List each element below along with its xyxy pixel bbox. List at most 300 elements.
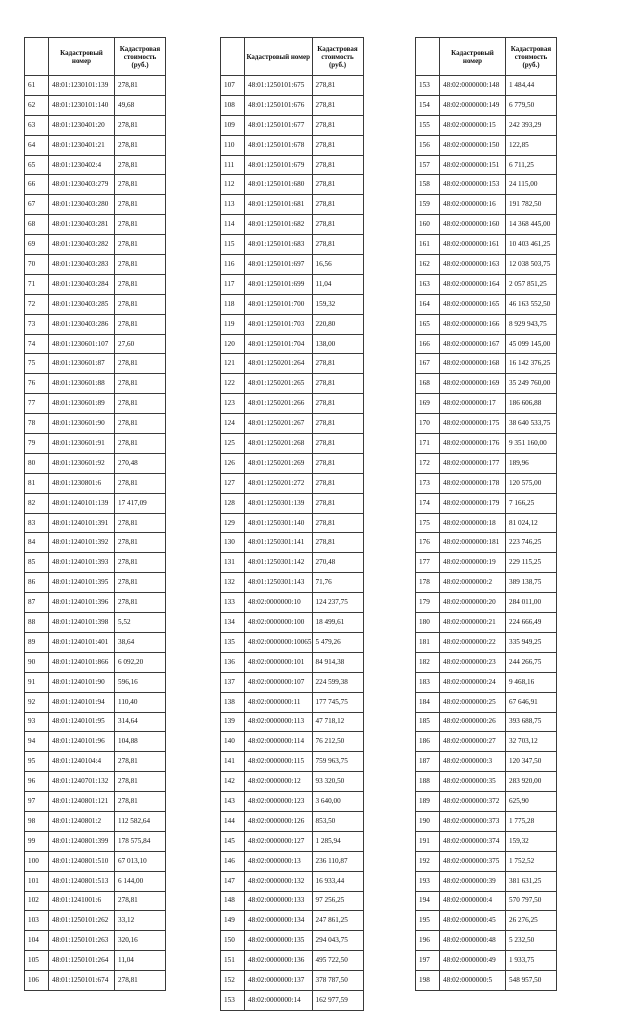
cadastral-value-cell: 270,48 (115, 453, 166, 473)
table-row (25, 911, 166, 931)
table-row (221, 931, 364, 951)
table-row (221, 155, 364, 175)
row-number-cell: 147 (221, 871, 245, 891)
cadastral-value-cell: 6 779,50 (506, 95, 557, 115)
cadastral-value-cell: 278,81 (115, 891, 166, 911)
cadastral-number-cell: 48:01:1230403:285 (49, 294, 115, 314)
row-number-cell: 109 (221, 115, 245, 135)
table-row (221, 453, 364, 473)
cadastral-value-cell: 3 640,00 (312, 792, 363, 812)
cadastral-value-cell: 278,81 (115, 513, 166, 533)
table-row (416, 513, 557, 533)
table-row (416, 195, 557, 215)
cadastral-value-cell: 278,81 (115, 235, 166, 255)
table-row (221, 374, 364, 394)
table-row (416, 473, 557, 493)
cadastral-number-cell: 48:01:1240801:510 (49, 851, 115, 871)
cadastral-value-cell: 548 957,50 (506, 971, 557, 991)
row-number-cell: 117 (221, 274, 245, 294)
table-row (416, 931, 557, 951)
row-number-cell: 90 (25, 652, 49, 672)
table-row (25, 732, 166, 752)
cadastral-number-cell: 48:01:1250101:263 (49, 931, 115, 951)
table-row (25, 354, 166, 374)
table-row (416, 752, 557, 772)
row-number-cell: 70 (25, 255, 49, 275)
cadastral-number-cell: 48:02:0000000:45 (440, 911, 506, 931)
cadastral-number-cell: 48:01:1240101:95 (49, 712, 115, 732)
row-number-cell: 105 (25, 951, 49, 971)
cadastral-number-cell: 48:02:0000000:114 (245, 732, 313, 752)
row-number-cell: 103 (25, 911, 49, 931)
table-row (25, 155, 166, 175)
cadastral-number-cell: 48:01:1240101:391 (49, 513, 115, 533)
cadastral-value-cell: 159,32 (506, 831, 557, 851)
table-row (221, 414, 364, 434)
cadastral-number-cell: 48:02:0000000:160 (440, 215, 506, 235)
cadastral-value-cell: 393 688,75 (506, 712, 557, 732)
row-number-cell: 140 (221, 732, 245, 752)
row-number-cell: 75 (25, 354, 49, 374)
table-row (221, 513, 364, 533)
cadastral-value-cell: 159,32 (312, 294, 363, 314)
cadastral-number-cell: 48:02:0000000:27 (440, 732, 506, 752)
row-number-cell: 137 (221, 672, 245, 692)
table-row (416, 135, 557, 155)
cadastral-value-cell: 314,64 (115, 712, 166, 732)
cadastral-value-cell: 2 057 851,25 (506, 274, 557, 294)
cadastral-value-cell: 220,80 (312, 314, 363, 334)
cadastral-number-cell: 48:02:0000000:115 (245, 752, 313, 772)
cadastral-value-cell: 138,00 (312, 334, 363, 354)
row-number-cell: 81 (25, 473, 49, 493)
row-number-cell: 96 (25, 772, 49, 792)
table-row (25, 593, 166, 613)
cadastral-value-cell: 49,68 (115, 95, 166, 115)
row-number-cell: 87 (25, 593, 49, 613)
table-row (416, 811, 557, 831)
row-number-cell: 149 (221, 911, 245, 931)
cadastral-value-cell: 1 484,44 (506, 76, 557, 96)
cadastral-number-cell: 48:02:0000000:166 (440, 314, 506, 334)
cadastral-value-cell: 186 606,88 (506, 394, 557, 414)
table-row (221, 215, 364, 235)
row-number-cell: 65 (25, 155, 49, 175)
table-row (416, 394, 557, 414)
table-row (221, 533, 364, 553)
cadastral-number-cell: 48:01:1230601:89 (49, 394, 115, 414)
row-number-cell: 142 (221, 772, 245, 792)
row-number-cell: 165 (416, 314, 440, 334)
cadastral-number-cell: 48:02:0000000:181 (440, 533, 506, 553)
row-number-cell: 119 (221, 314, 245, 334)
row-number-cell: 78 (25, 414, 49, 434)
table-row (221, 334, 364, 354)
table-row (416, 732, 557, 752)
row-number-cell: 138 (221, 692, 245, 712)
table-row (221, 672, 364, 692)
cadastral-value-cell: 270,48 (312, 553, 363, 573)
cadastral-value-cell: 33,12 (115, 911, 166, 931)
cadastral-number-cell: 48:02:0000000:20 (440, 593, 506, 613)
cadastral-value-cell: 6 092,20 (115, 652, 166, 672)
cadastral-value-cell: 278,81 (115, 76, 166, 96)
cadastral-value-cell: 229 115,25 (506, 553, 557, 573)
cadastral-number-cell: 48:01:1250101:675 (245, 76, 313, 96)
table-row (25, 573, 166, 593)
cadastral-number-cell: 48:02:0000000:16 (440, 195, 506, 215)
cadastral-value-cell: 278,81 (115, 593, 166, 613)
cadastral-number-cell: 48:01:1240101:866 (49, 652, 115, 672)
cadastral-number-cell: 48:02:0000000:5 (440, 971, 506, 991)
table-row (221, 792, 364, 812)
cadastral-number-cell: 48:02:0000000:137 (245, 971, 313, 991)
table-header-row (221, 38, 364, 76)
row-number-cell: 197 (416, 951, 440, 971)
cadastral-value-cell: 16 933,44 (312, 871, 363, 891)
table-row (416, 772, 557, 792)
cadastral-number-cell: 48:02:0000000:132 (245, 871, 313, 891)
row-number-cell: 156 (416, 135, 440, 155)
row-number-cell: 177 (416, 553, 440, 573)
cadastral-number-cell: 48:02:0000000:375 (440, 851, 506, 871)
cadastral-number-cell: 48:02:0000000:150 (440, 135, 506, 155)
cadastral-value-cell: 278,81 (115, 792, 166, 812)
row-number-cell: 125 (221, 434, 245, 454)
row-number-cell: 106 (25, 971, 49, 991)
cadastral-number-cell: 48:01:1240101:392 (49, 533, 115, 553)
row-number-cell: 108 (221, 95, 245, 115)
cadastral-number-cell: 48:01:1241001:6 (49, 891, 115, 911)
row-number-cell: 151 (221, 951, 245, 971)
table-row (416, 115, 557, 135)
table-row (416, 314, 557, 334)
cadastral-number-cell: 48:02:0000000:13 (245, 851, 313, 871)
cadastral-number-cell: 48:02:0000000:4 (440, 891, 506, 911)
row-number-cell: 116 (221, 255, 245, 275)
cadastral-value-cell: 278,81 (312, 473, 363, 493)
row-number-cell: 92 (25, 692, 49, 712)
cadastral-number-cell: 48:02:0000000:149 (440, 95, 506, 115)
cadastral-number-cell: 48:02:0000000:135 (245, 931, 313, 951)
table-row (416, 533, 557, 553)
table-row (416, 553, 557, 573)
row-number-cell: 68 (25, 215, 49, 235)
cadastral-value-cell: 104,88 (115, 732, 166, 752)
cadastral-value-cell: 38 640 533,75 (506, 414, 557, 434)
cadastral-number-cell: 48:02:0000000:168 (440, 354, 506, 374)
cadastral-value-cell: 8 929 943,75 (506, 314, 557, 334)
row-number-cell: 83 (25, 513, 49, 533)
row-number-cell: 61 (25, 76, 49, 96)
cadastral-number-cell: 48:01:1230401:21 (49, 135, 115, 155)
cadastral-number-cell: 48:02:0000000:49 (440, 951, 506, 971)
cadastral-number-cell: 48:02:0000000:133 (245, 891, 313, 911)
cadastral-value-cell: 47 718,12 (312, 712, 363, 732)
table-row (416, 255, 557, 275)
cadastral-number-cell: 48:02:0000000:136 (245, 951, 313, 971)
table-row (416, 155, 557, 175)
cadastral-number-cell: 48:01:1240701:132 (49, 772, 115, 792)
table-row (221, 593, 364, 613)
cadastral-number-cell: 48:02:0000000:3 (440, 752, 506, 772)
cadastral-number-cell: 48:02:0000000:167 (440, 334, 506, 354)
table-row (25, 513, 166, 533)
table-row (416, 652, 557, 672)
row-number-cell: 111 (221, 155, 245, 175)
cadastral-number-cell: 48:02:0000000:26 (440, 712, 506, 732)
cadastral-number-cell: 48:01:1250201:265 (245, 374, 313, 394)
row-number-cell: 144 (221, 811, 245, 831)
table-row (25, 215, 166, 235)
row-number-cell: 145 (221, 831, 245, 851)
cadastral-value-cell: 278,81 (312, 354, 363, 374)
row-number-cell: 110 (221, 135, 245, 155)
header-number (416, 38, 440, 76)
cadastral-number-cell: 48:01:1230403:286 (49, 314, 115, 334)
cadastral-value-cell: 97 256,25 (312, 891, 363, 911)
cadastral-number-cell: 48:02:0000000:10065 (245, 632, 313, 652)
row-number-cell: 122 (221, 374, 245, 394)
cadastral-value-cell: 71,76 (312, 573, 363, 593)
cadastral-value-cell: 16 142 376,25 (506, 354, 557, 374)
cadastral-number-cell: 48:02:0000000:127 (245, 831, 313, 851)
cadastral-value-cell: 5,52 (115, 613, 166, 633)
cadastral-number-cell: 48:01:1240101:94 (49, 692, 115, 712)
cadastral-number-cell: 48:01:1250101:683 (245, 235, 313, 255)
row-number-cell: 195 (416, 911, 440, 931)
row-number-cell: 148 (221, 891, 245, 911)
cadastral-value-cell: 6 711,25 (506, 155, 557, 175)
cadastral-number-cell: 48:01:1230601:92 (49, 453, 115, 473)
row-number-cell: 162 (416, 255, 440, 275)
cadastral-number-cell: 48:01:1240101:90 (49, 672, 115, 692)
table-row (25, 135, 166, 155)
row-number-cell: 129 (221, 513, 245, 533)
table-row (416, 175, 557, 195)
cadastral-number-cell: 48:01:1250101:681 (245, 195, 313, 215)
row-number-cell: 115 (221, 235, 245, 255)
cadastral-value-cell: 17 417,09 (115, 493, 166, 513)
cadastral-number-cell: 48:01:1250301:143 (245, 573, 313, 593)
cadastral-number-cell: 48:01:1240101:396 (49, 593, 115, 613)
cadastral-value-cell: 284 011,00 (506, 593, 557, 613)
table-row (221, 493, 364, 513)
cadastral-number-cell: 48:02:0000000:373 (440, 811, 506, 831)
row-number-cell: 73 (25, 314, 49, 334)
cadastral-number-cell: 48:02:0000000:372 (440, 792, 506, 812)
row-number-cell: 67 (25, 195, 49, 215)
cadastral-value-cell: 320,16 (115, 931, 166, 951)
cadastral-number-cell: 48:01:1240104:4 (49, 752, 115, 772)
table-row (416, 453, 557, 473)
table-row (416, 911, 557, 931)
table-row (416, 951, 557, 971)
cadastral-value-cell: 5 232,50 (506, 931, 557, 951)
cadastral-number-cell: 48:01:1250301:141 (245, 533, 313, 553)
cadastral-value-cell: 335 949,25 (506, 632, 557, 652)
cadastral-value-cell: 10 403 461,25 (506, 235, 557, 255)
table-row (25, 195, 166, 215)
row-number-cell: 187 (416, 752, 440, 772)
row-number-cell: 191 (416, 831, 440, 851)
cadastral-value-cell: 278,81 (312, 115, 363, 135)
row-number-cell: 155 (416, 115, 440, 135)
table-row (25, 95, 166, 115)
cadastral-number-cell: 48:01:1230601:91 (49, 434, 115, 454)
table-row (25, 652, 166, 672)
cadastral-table-2 (220, 37, 364, 1011)
cadastral-number-cell: 48:02:0000000:123 (245, 792, 313, 812)
cadastral-number-cell: 48:02:0000000:151 (440, 155, 506, 175)
cadastral-value-cell: 67 013,10 (115, 851, 166, 871)
table-row (416, 851, 557, 871)
table-row (416, 434, 557, 454)
cadastral-value-cell: 278,81 (115, 434, 166, 454)
row-number-cell: 134 (221, 613, 245, 633)
cadastral-value-cell: 278,81 (115, 553, 166, 573)
table-row (416, 274, 557, 294)
table-row (221, 971, 364, 991)
cadastral-number-cell: 48:01:1240801:121 (49, 792, 115, 812)
table-row (25, 613, 166, 633)
cadastral-number-cell: 48:02:0000000:165 (440, 294, 506, 314)
cadastral-number-cell: 48:02:0000000:177 (440, 453, 506, 473)
row-number-cell: 190 (416, 811, 440, 831)
cadastral-number-cell: 48:02:0000000:175 (440, 414, 506, 434)
cadastral-number-cell: 48:01:1230101:140 (49, 95, 115, 115)
cadastral-number-cell: 48:01:1240101:401 (49, 632, 115, 652)
table-row (416, 792, 557, 812)
cadastral-value-cell: 278,81 (115, 394, 166, 414)
cadastral-value-cell: 122,85 (506, 135, 557, 155)
row-number-cell: 168 (416, 374, 440, 394)
cadastral-value-cell: 278,81 (312, 155, 363, 175)
cadastral-number-cell: 48:01:1230402:4 (49, 155, 115, 175)
cadastral-value-cell: 278,81 (312, 493, 363, 513)
row-number-cell: 181 (416, 632, 440, 652)
table-row (221, 255, 364, 275)
cadastral-value-cell: 45 099 145,00 (506, 334, 557, 354)
row-number-cell: 91 (25, 672, 49, 692)
cadastral-value-cell: 278,81 (115, 175, 166, 195)
cadastral-number-cell: 48:02:0000000:17 (440, 394, 506, 414)
table-row (25, 414, 166, 434)
cadastral-value-cell: 242 393,29 (506, 115, 557, 135)
cadastral-number-cell: 48:02:0000000:178 (440, 473, 506, 493)
row-number-cell: 127 (221, 473, 245, 493)
row-number-cell: 146 (221, 851, 245, 871)
row-number-cell: 158 (416, 175, 440, 195)
row-number-cell: 193 (416, 871, 440, 891)
table-row (416, 712, 557, 732)
cadastral-number-cell: 48:01:1250201:267 (245, 414, 313, 434)
cadastral-number-cell: 48:01:1230601:87 (49, 354, 115, 374)
cadastral-value-cell: 7 166,25 (506, 493, 557, 513)
cadastral-number-cell: 48:01:1250101:674 (49, 971, 115, 991)
table-row (221, 76, 364, 96)
row-number-cell: 128 (221, 493, 245, 513)
cadastral-number-cell: 48:02:0000000:161 (440, 235, 506, 255)
cadastral-number-cell: 48:01:1250101:678 (245, 135, 313, 155)
cadastral-number-cell: 48:01:1250101:703 (245, 314, 313, 334)
cadastral-value-cell: 38,64 (115, 632, 166, 652)
table-row (221, 394, 364, 414)
cadastral-value-cell: 35 249 760,00 (506, 374, 557, 394)
cadastral-value-cell: 278,81 (115, 752, 166, 772)
table-row (25, 851, 166, 871)
table-row (221, 752, 364, 772)
table-row (25, 394, 166, 414)
table-row (416, 334, 557, 354)
cadastral-number-cell: 48:02:0000000:19 (440, 553, 506, 573)
row-number-cell: 189 (416, 792, 440, 812)
table-row (25, 115, 166, 135)
cadastral-value-cell: 6 144,00 (115, 871, 166, 891)
table-row (221, 732, 364, 752)
row-number-cell: 89 (25, 632, 49, 652)
table-row (221, 573, 364, 593)
cadastral-value-cell: 759 963,75 (312, 752, 363, 772)
row-number-cell: 93 (25, 712, 49, 732)
table-row (25, 871, 166, 891)
row-number-cell: 173 (416, 473, 440, 493)
row-number-cell: 102 (25, 891, 49, 911)
row-number-cell: 80 (25, 453, 49, 473)
table-row (25, 533, 166, 553)
row-number-cell: 86 (25, 573, 49, 593)
cadastral-value-cell: 278,81 (312, 414, 363, 434)
cadastral-value-cell: 162 977,59 (312, 990, 363, 1010)
cadastral-number-cell: 48:01:1250101:680 (245, 175, 313, 195)
cadastral-value-cell: 278,81 (312, 195, 363, 215)
row-number-cell: 77 (25, 394, 49, 414)
table-row (25, 553, 166, 573)
table-row (221, 692, 364, 712)
cadastral-value-cell: 24 115,00 (506, 175, 557, 195)
row-number-cell: 154 (416, 95, 440, 115)
cadastral-number-cell: 48:02:0000000:18 (440, 513, 506, 533)
cadastral-value-cell: 236 110,87 (312, 851, 363, 871)
row-number-cell: 185 (416, 712, 440, 732)
cadastral-number-cell: 48:02:0000000:148 (440, 76, 506, 96)
cadastral-number-cell: 48:01:1240801:2 (49, 811, 115, 831)
row-number-cell: 94 (25, 732, 49, 752)
cadastral-value-cell: 32 703,12 (506, 732, 557, 752)
cadastral-value-cell: 93 320,50 (312, 772, 363, 792)
row-number-cell: 85 (25, 553, 49, 573)
cadastral-number-cell: 48:01:1240101:398 (49, 613, 115, 633)
cadastral-number-cell: 48:01:1230601:107 (49, 334, 115, 354)
row-number-cell: 167 (416, 354, 440, 374)
row-number-cell: 69 (25, 235, 49, 255)
row-number-cell: 95 (25, 752, 49, 772)
cadastral-value-cell: 278,81 (312, 175, 363, 195)
cadastral-number-cell: 48:02:0000000:25 (440, 692, 506, 712)
cadastral-value-cell: 278,81 (312, 215, 363, 235)
table-row (25, 294, 166, 314)
cadastral-value-cell: 244 266,75 (506, 652, 557, 672)
row-number-cell: 136 (221, 652, 245, 672)
cadastral-value-cell: 278,81 (312, 533, 363, 553)
cadastral-value-cell: 495 722,50 (312, 951, 363, 971)
cadastral-value-cell: 278,81 (115, 473, 166, 493)
table-row (221, 652, 364, 672)
cadastral-number-cell: 48:01:1250201:268 (245, 434, 313, 454)
cadastral-value-cell: 278,81 (312, 374, 363, 394)
row-number-cell: 130 (221, 533, 245, 553)
cadastral-number-cell: 48:01:1250101:264 (49, 951, 115, 971)
